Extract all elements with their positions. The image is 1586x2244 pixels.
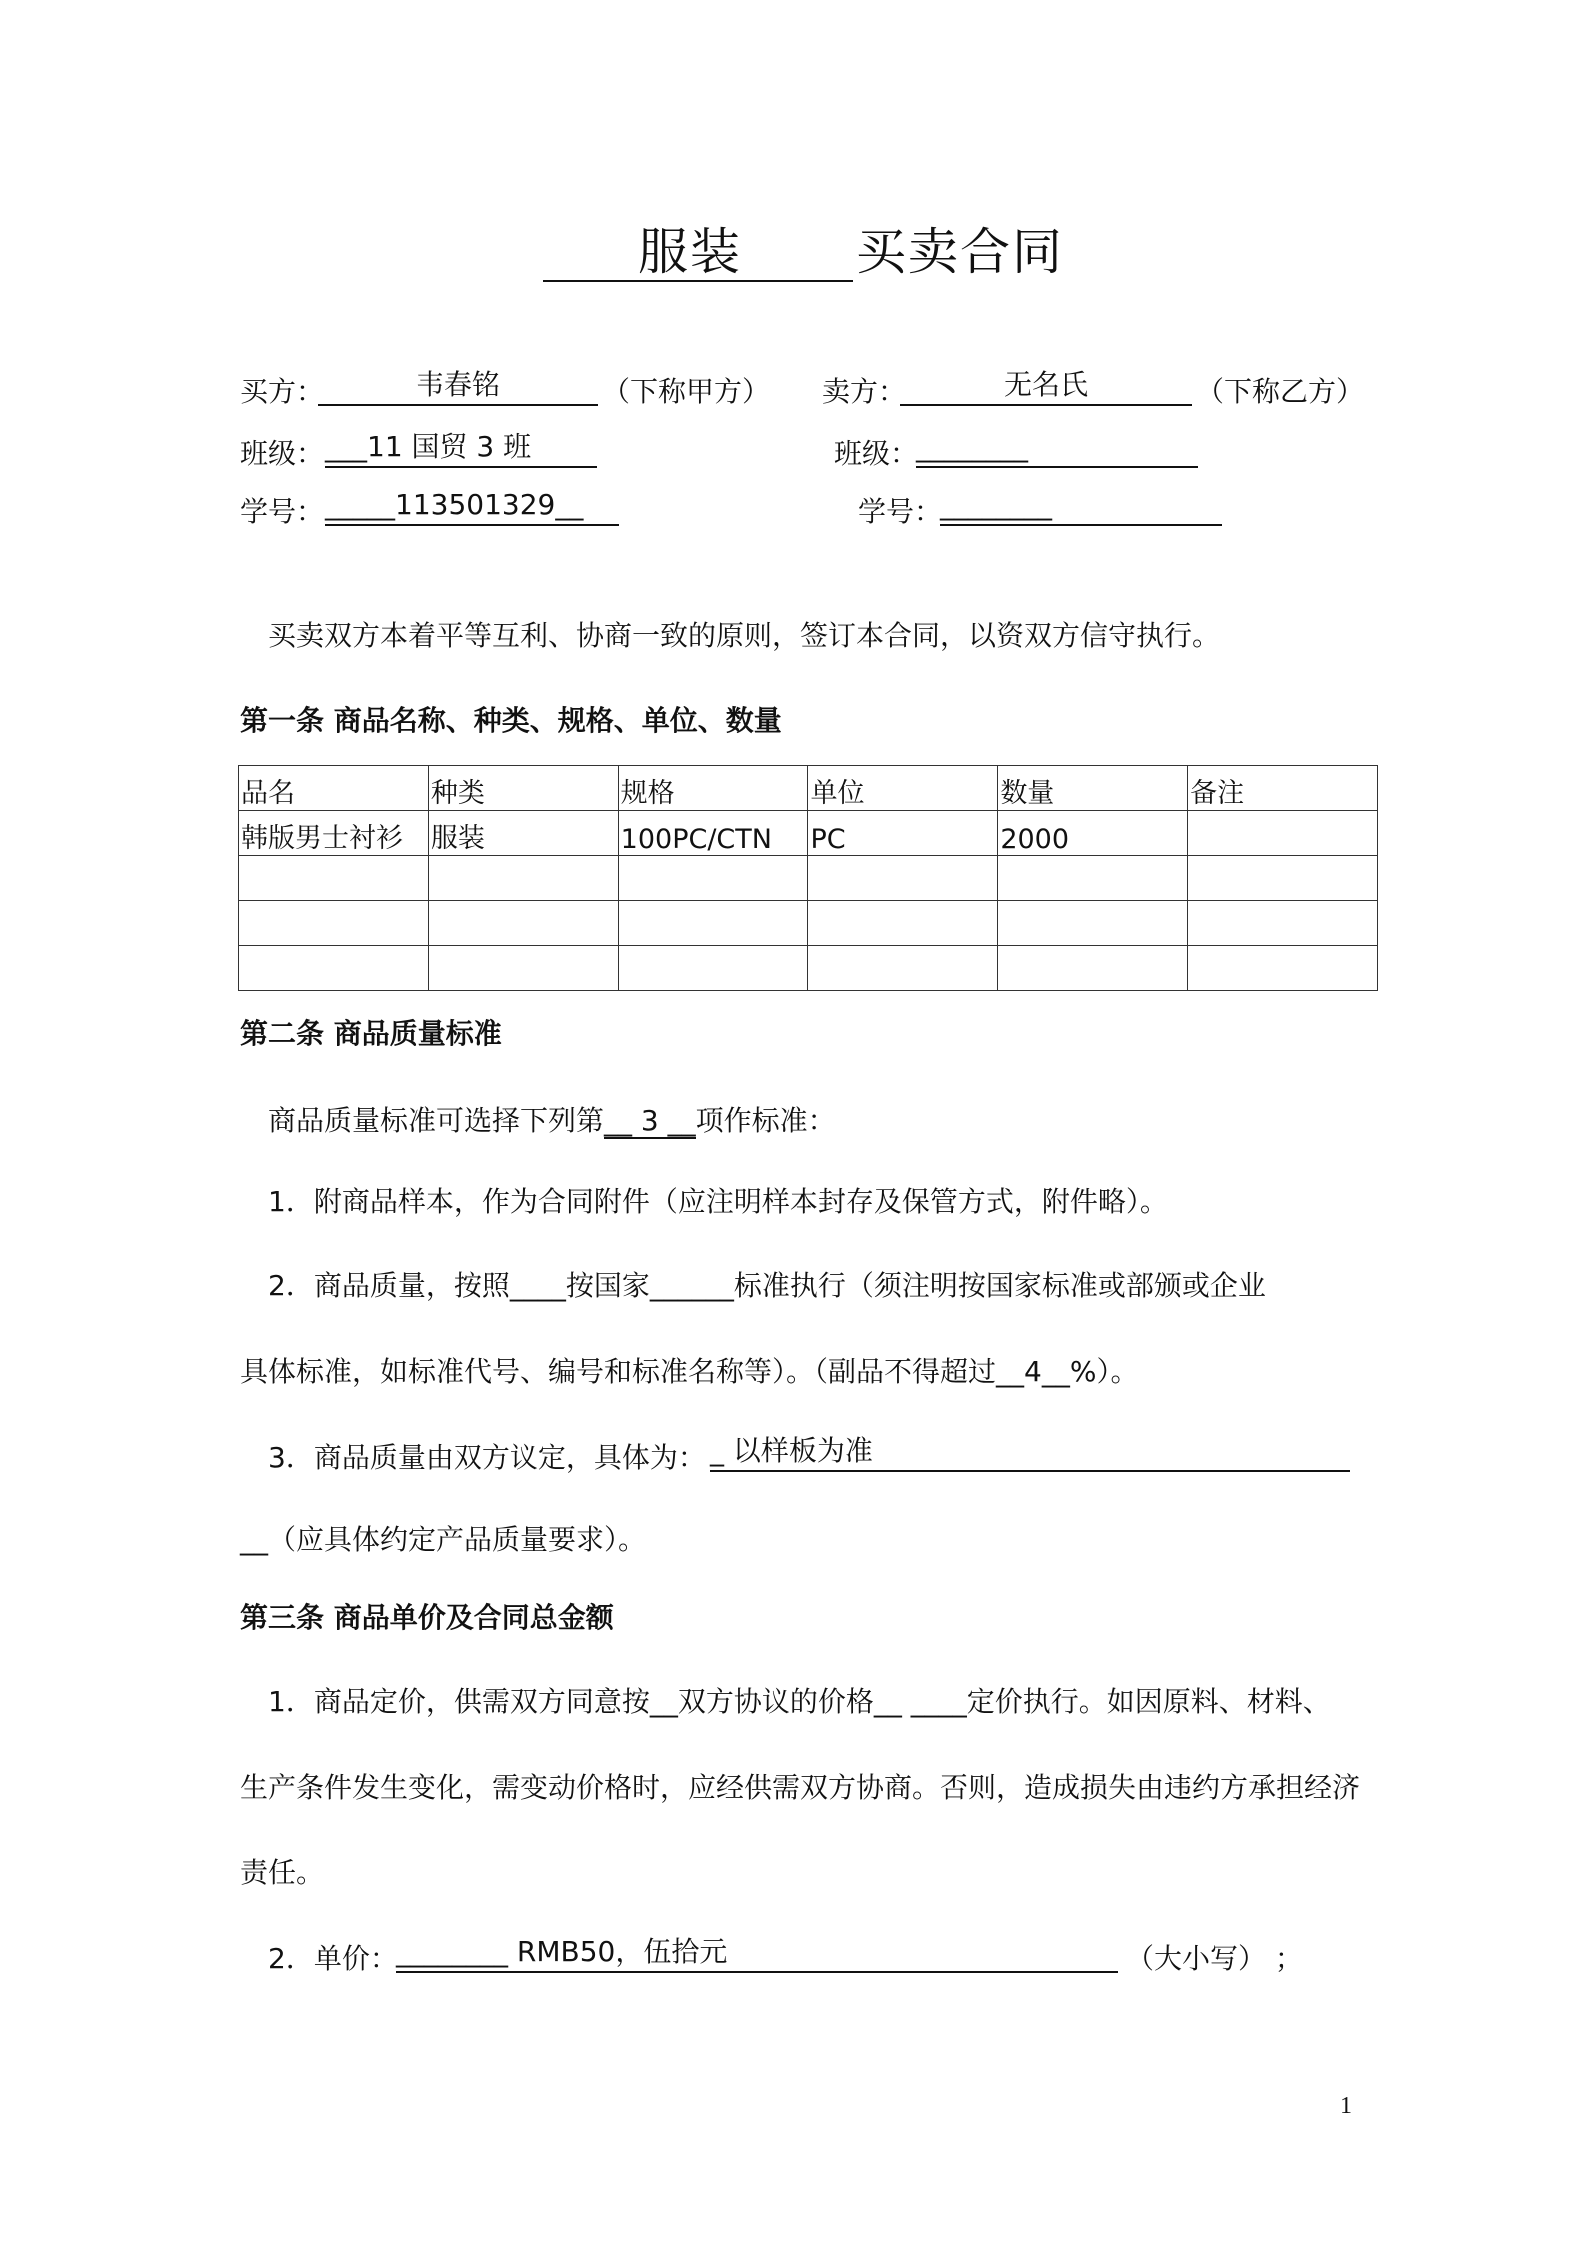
header-cell: 种类 [428,766,618,811]
quality-agreement-field[interactable] [710,1432,1350,1472]
header-cell: 规格 [618,766,808,811]
article3-item1-text-b: 定价执行。如因原料、材料、 [966,1685,1331,1718]
table-cell[interactable] [808,946,998,991]
seller-class-label: 班级： [834,437,919,470]
seller-id-label: 学号： [858,495,943,528]
seller-name: 无名氏 [1003,368,1088,401]
header-cell: 单位 [808,766,998,811]
pricing-basis-field[interactable]: __双方协议的价格__ ____ [649,1685,967,1718]
standard-item-value: __ 3 __ [604,1104,696,1137]
table-cell[interactable] [808,901,998,946]
article2-item3-line2 [240,1518,646,1558]
item2-text-b: 按国家 [565,1269,650,1302]
unit-price-note: （大小写） ； [1126,1942,1303,1975]
article2-item2 [268,1264,1266,1304]
seller-id-field[interactable] [940,486,1222,526]
table-cell[interactable] [1188,946,1378,991]
table-cell: PC [808,811,998,856]
table-row [239,811,1378,856]
article1-heading: 第一条 商品名称、种类、规格、单位、数量 [240,704,782,737]
table-cell: 服装 [428,811,618,856]
table-cell: 100PC/CTN [618,811,808,856]
buyer-note: （下称甲方） [602,375,771,408]
header-cell: 数量 [998,766,1188,811]
article2-line1-text-a: 商品质量标准可选择下列第 [268,1104,605,1137]
table-cell[interactable] [808,856,998,901]
buyer-name-field[interactable] [318,366,598,406]
table-cell[interactable] [1188,901,1378,946]
unit-price-value: ________ RMB50，伍拾元 [396,1935,728,1968]
table-cell[interactable] [618,946,808,991]
table-cell[interactable] [239,856,429,901]
seller-class: ________ [916,430,1028,463]
title-contract: 买卖合同 [856,223,1064,281]
seller-class-field[interactable] [916,428,1198,468]
article3-item1-line2: 生产条件发生变化，需变动价格时，应经供需双方协商。否则，造成损失由违约方承担经济 [240,1771,1361,1804]
item2-text-c: 标准执行（须注明按国家标准或部颁或企业 [733,1269,1266,1302]
table-cell[interactable] [239,901,429,946]
table-cell[interactable] [428,856,618,901]
standard-item-field[interactable] [604,1104,696,1139]
seller-label: 卖方： [822,375,907,408]
table-cell[interactable] [1188,856,1378,901]
article3-item1-text-a: 1．商品定价，供需双方同意按 [268,1685,650,1718]
table-header-row [239,766,1378,811]
page-number: 1 [1340,2093,1352,2119]
article2-line1-text-b: 项作标准： [695,1104,836,1137]
table-cell[interactable] [618,901,808,946]
unit-price-field[interactable] [396,1933,1118,1973]
buyer-class: ___11 国贸 3 班 [325,430,532,463]
table-cell[interactable] [998,856,1188,901]
table-cell: 2000 [998,811,1188,856]
title-goods: 服装 [638,223,742,281]
seller-name-field[interactable] [900,366,1192,406]
defect-percent-field[interactable]: __4__ [996,1355,1070,1388]
header-cell: 品名 [239,766,429,811]
item2-text-a: 2．商品质量，按照 [268,1269,510,1302]
table-cell [1188,811,1378,856]
buyer-id: _____113501329__ [325,488,584,521]
table-cell[interactable] [998,946,1188,991]
buyer-class-field[interactable] [325,428,597,468]
table-cell[interactable] [239,946,429,991]
quality-agreement-value: _ 以样板为准 [710,1434,873,1467]
article2-item1: 1．附商品样本，作为合同附件（应注明样本封存及保管方式，附件略）。 [268,1185,1168,1218]
article3-item1 [268,1680,1331,1720]
item2-line2-text-a: 具体标准，如标准代号、编号和标准名称等）。（副品不得超过 [240,1355,997,1388]
table-cell[interactable] [618,856,808,901]
table-cell[interactable] [428,946,618,991]
buyer-id-field[interactable] [325,486,619,526]
item2-line2-text-b: %）。 [1069,1355,1139,1388]
table-cell: 韩版男士衬衫 [239,811,429,856]
item2-blank2[interactable]: ______ [649,1269,734,1302]
buyer-name: 韦春铭 [415,368,500,401]
article2-item3: 3．商品质量由双方议定，具体为： [268,1441,706,1474]
buyer-id-label: 学号： [240,495,325,528]
article2-item2-line2 [240,1350,1138,1390]
item3-line2-text: （应具体约定产品质量要求）。 [268,1523,647,1556]
seller-note: （下称乙方） [1196,375,1365,408]
article2-line1 [268,1099,836,1140]
table-cell[interactable] [998,901,1188,946]
article3-heading: 第三条 商品单价及合同总金额 [240,1601,614,1634]
header-cell: 备注 [1188,766,1378,811]
item2-blank1[interactable]: ____ [509,1269,566,1302]
seller-id: ________ [940,488,1052,521]
intro-paragraph: 买卖双方本着平等互利、协商一致的原则，签订本合同，以资双方信守执行。 [268,619,1221,652]
buyer-label: 买方： [240,375,325,408]
buyer-class-label: 班级： [240,437,325,470]
article3-item1-line3: 责任。 [240,1856,325,1889]
table-row [239,946,1378,991]
article2-heading: 第二条 商品质量标准 [240,1017,502,1050]
item3-line2-blank[interactable]: __ [240,1523,268,1556]
table-row [239,901,1378,946]
unit-price-label: 2．单价： [268,1942,398,1975]
goods-table [238,765,1378,991]
table-row [239,856,1378,901]
table-cell[interactable] [428,901,618,946]
